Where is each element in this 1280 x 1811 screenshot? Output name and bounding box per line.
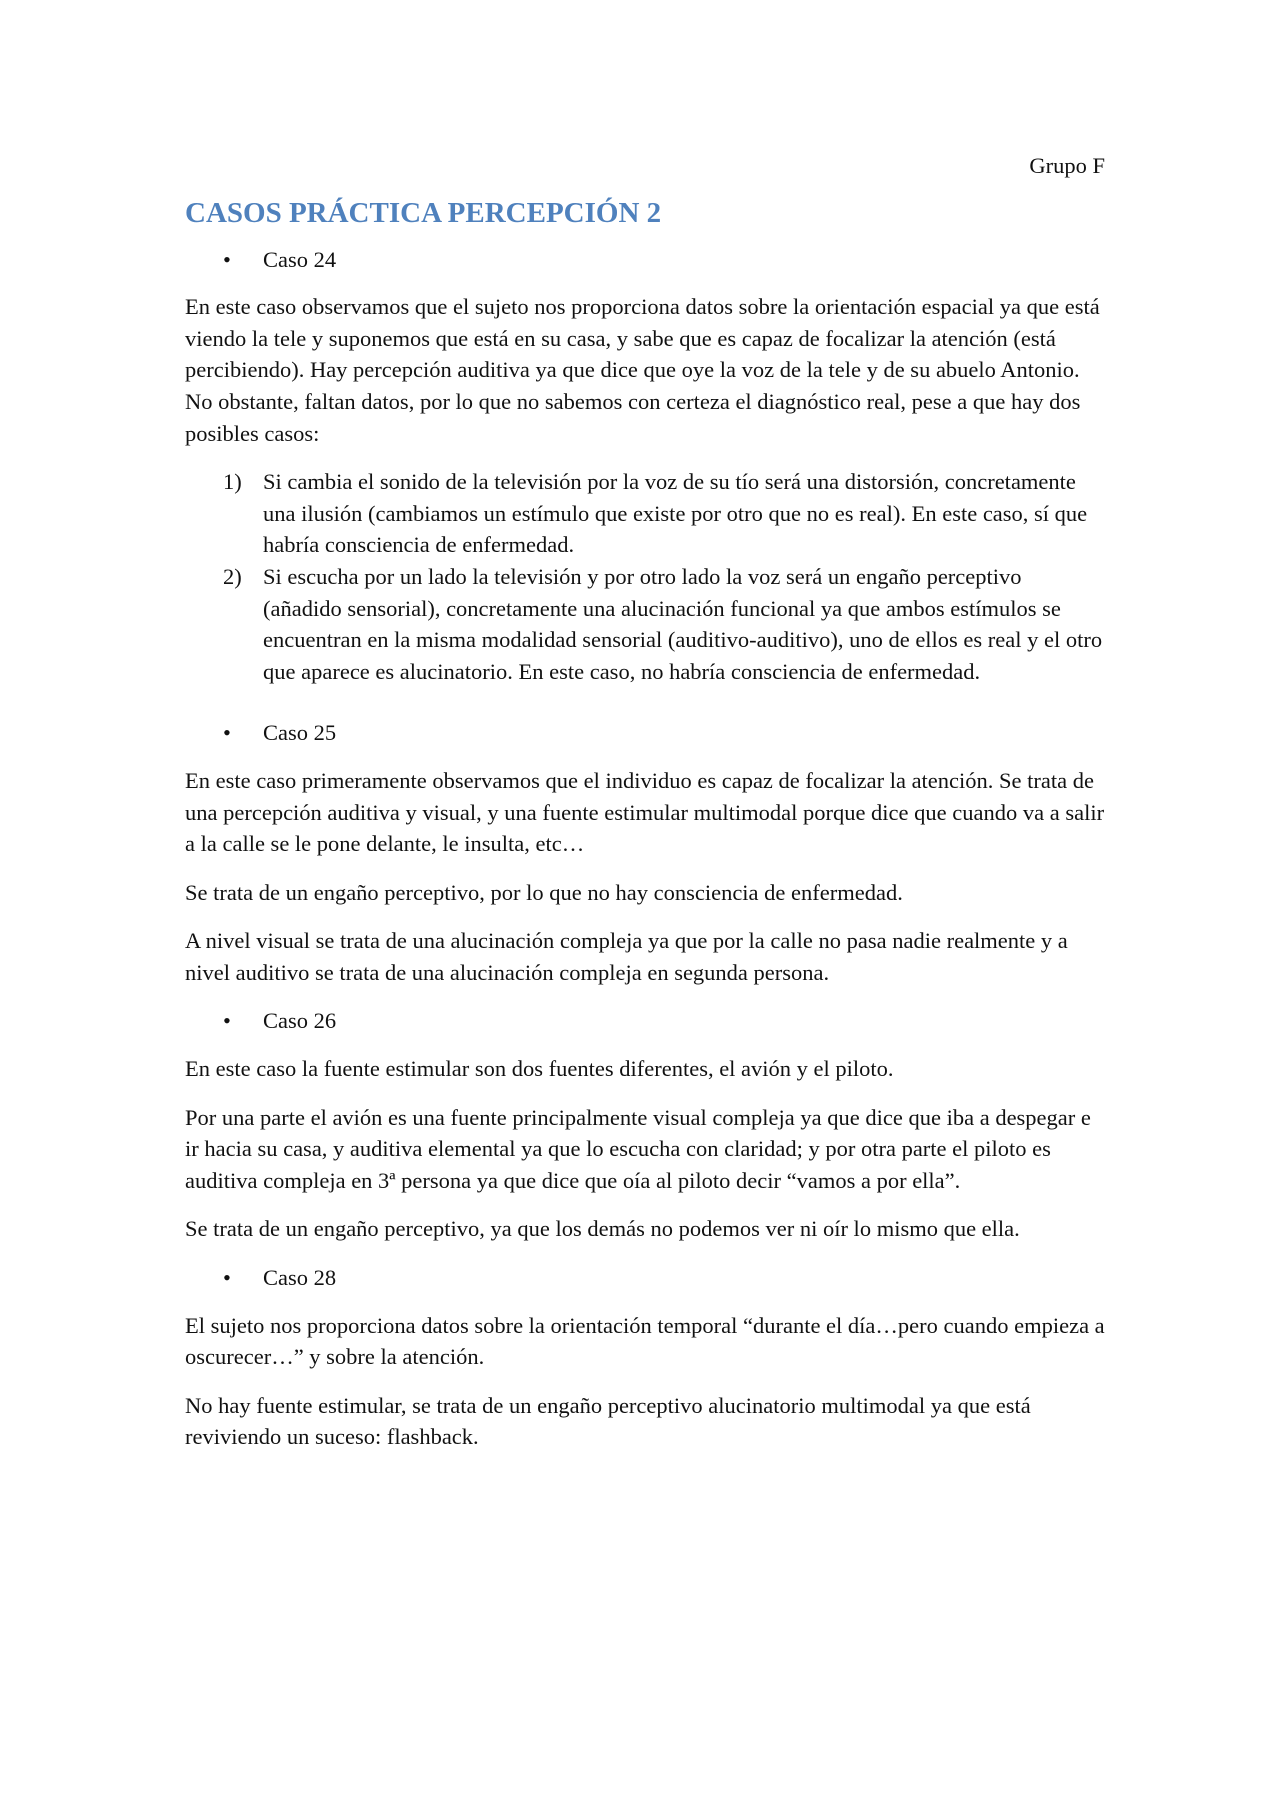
case-25-paragraph-2: Se trata de un engaño perceptivo, por lo que no hay consciencia de enfermedad. — [185, 879, 903, 905]
case-25-paragraph-1: En este caso primeramente observamos que el individuo es capaz de focalizar la atención. Se trata de una percepción auditiva y visual, y una fuente estimular multimodal porque dice que cuando va a salir a la calle se le pone delante, le insulta, etc… — [185, 767, 1105, 857]
case-label: Caso 24 — [263, 246, 337, 272]
numbered-item-2 — [185, 561, 1105, 687]
case-label: Caso 28 — [263, 1265, 337, 1291]
group-label: Grupo F — [1029, 153, 1105, 178]
case-label: Caso 25 — [263, 720, 337, 746]
case-heading-26 — [185, 1005, 1105, 1037]
bullet-icon: • — [223, 246, 231, 272]
case-label: Caso 26 — [263, 1008, 337, 1034]
case-heading-25 — [185, 717, 1105, 749]
item-text: Si escucha por un lado la televisión y por otro lado la voz será un engaño perceptivo (añadido sensorial), concretamente una alucinación funcional ya que ambos estímulos se encuentran en la misma modalidad sensorial (auditivo-auditivo), uno de ellos es real y el otro que aparece es alucinatorio. En este caso, no habría consciencia de enfermedad. — [263, 563, 1103, 684]
case-28-paragraph-1: El sujeto nos proporciona datos sobre la orientación temporal “durante el día…pero cuando empieza a oscurecer…” y sobre la atención. — [185, 1312, 1105, 1370]
case-heading-24 — [185, 244, 1105, 276]
case-28-paragraph-2: No hay fuente estimular, se trata de un engaño perceptivo alucinatorio multimodal ya que está reviviendo un suceso: flashback. — [185, 1392, 1031, 1450]
case-26-paragraph-2: Por una parte el avión es una fuente principalmente visual compleja ya que dice que iba a despegar e ir hacia su casa, y auditiva elemental ya que lo escucha con claridad; y por otra parte el piloto es auditiva compleja en 3ª persona ya que dice que oía al piloto decir “vamos a por ella”. — [185, 1104, 1091, 1193]
item-text: Si cambia el sonido de la televisión por la voz de su tío será una distorsión, concretamente una ilusión (cambiamos un estímulo que existe por otro que no es real). En este caso, sí que habría consciencia de enfermedad. — [263, 469, 1088, 558]
spacer — [185, 687, 1105, 717]
document-page — [185, 150, 1105, 1470]
case-24-paragraph: En este caso observamos que el sujeto nos proporciona datos sobre la orientación espacial ya que está viendo la tele y suponemos que está en su casa, y sabe que es capaz de focalizar la atención (está percibiendo). Hay percepción auditiva ya que dice que oye la voz de la tele y de su abuelo Antonio. No obstante, faltan datos, por lo que no sabemos con certeza el diagnóstico real, pese a que hay dos posibles casos: — [185, 294, 1100, 446]
bullet-icon: • — [223, 720, 231, 746]
case-25-paragraph-3: A nivel visual se trata de una alucinación compleja ya que por la calle no pasa nadie realmente y a nivel auditivo se trata de una alucinación compleja en segunda persona. — [185, 928, 1068, 985]
numbered-item-1 — [185, 466, 1105, 561]
case-26-paragraph-3: Se trata de un engaño perceptivo, ya que los demás no podemos ver ni oír lo mismo que ella. — [185, 1216, 1020, 1242]
item-number: 2) — [223, 563, 242, 589]
bullet-icon: • — [223, 1008, 231, 1034]
item-number: 1) — [223, 469, 242, 495]
page-title: CASOS PRÁCTICA PERCEPCIÓN 2 — [185, 196, 662, 229]
case-26-paragraph-1: En este caso la fuente estimular son dos fuentes diferentes, el avión y el piloto. — [185, 1056, 894, 1082]
bullet-icon: • — [223, 1265, 231, 1291]
case-heading-28 — [185, 1262, 1105, 1294]
